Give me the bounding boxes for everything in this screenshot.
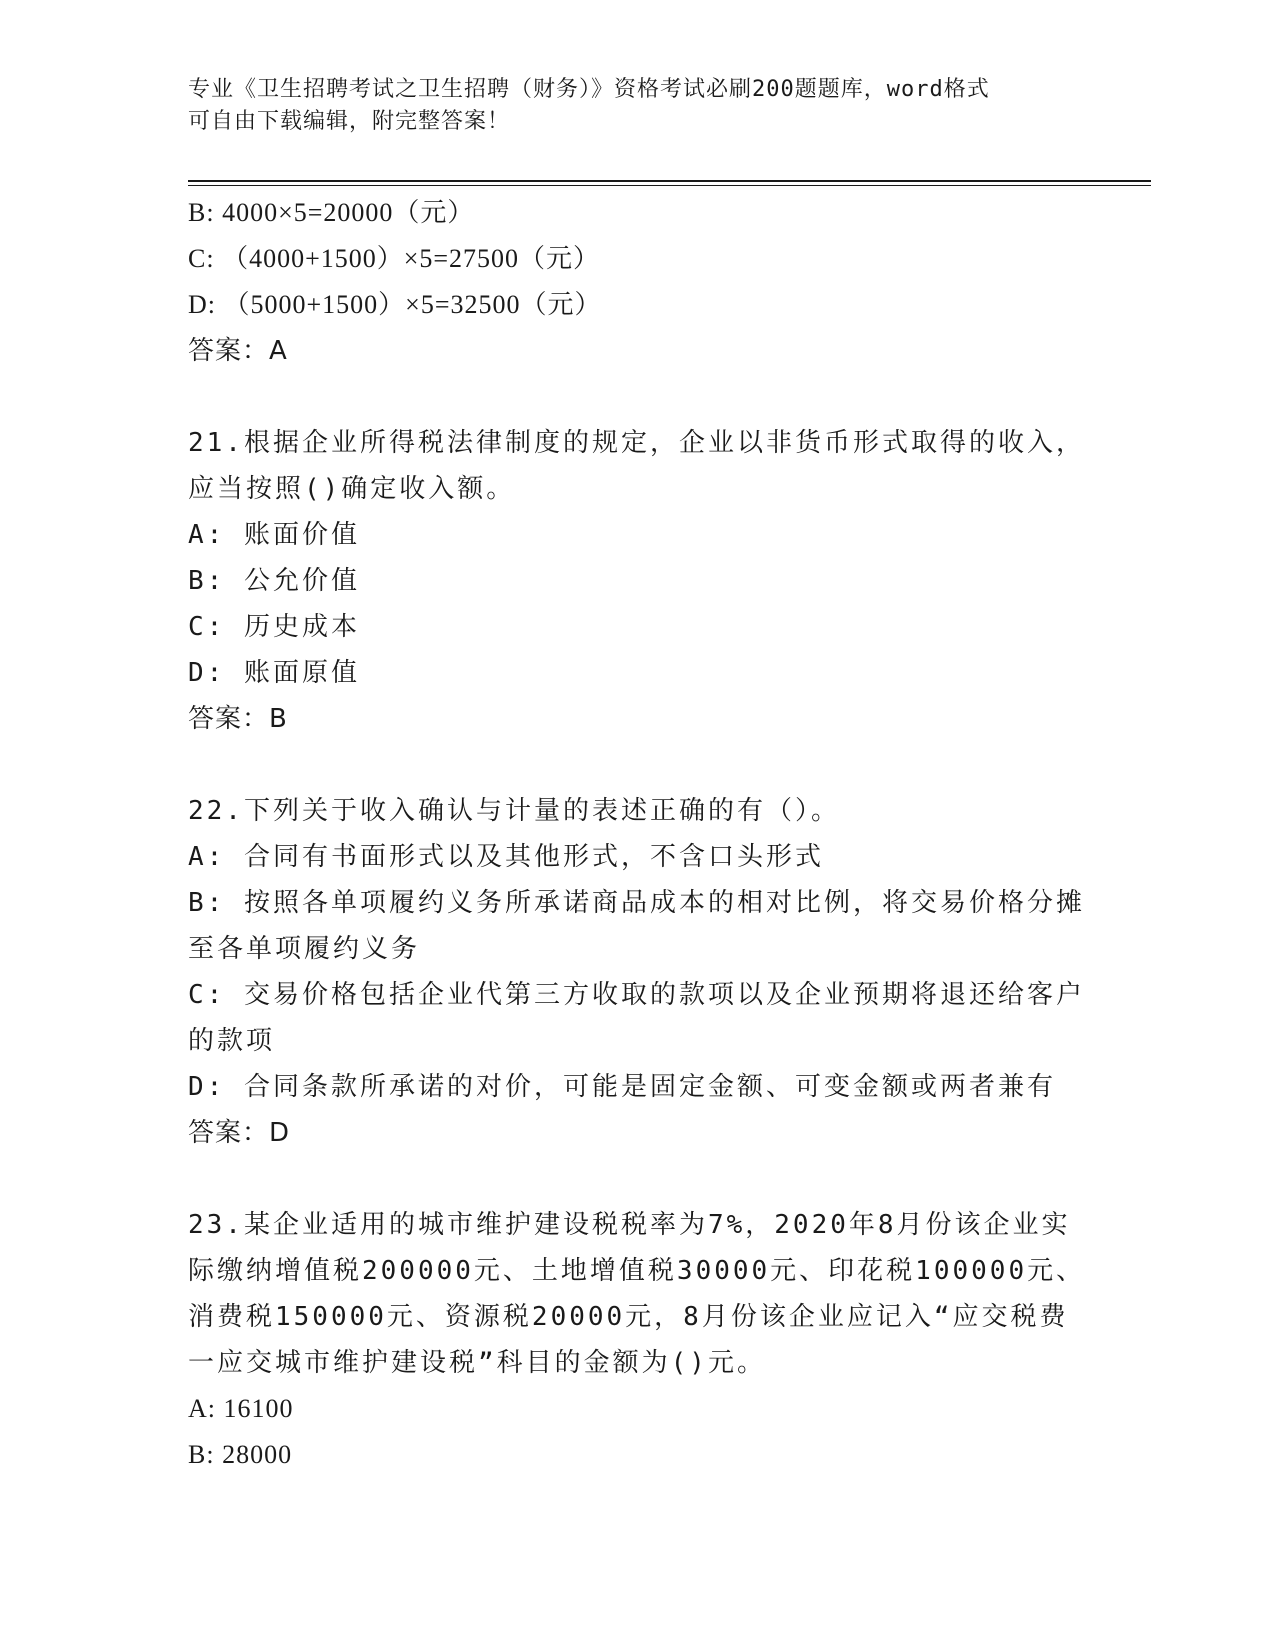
option-a: A: 账面价值 [188, 520, 360, 550]
question-22 [188, 788, 1088, 1156]
option-c: C: 历史成本 [188, 612, 360, 642]
header-line-2: 可自由下载编辑，附完整答案！ [188, 109, 511, 134]
header-divider [188, 180, 1151, 182]
spacer [188, 742, 1088, 788]
option-d: D: （5000+1500）×5=32500（元） [188, 290, 602, 319]
option-d: D: 合同条款所承诺的对价，可能是固定金额、可变金额或两者兼有 [188, 1072, 1056, 1102]
spacer [188, 374, 1088, 420]
option-b-cont: 至各单项履约义务 [188, 934, 421, 964]
header-line-1: 专业《卫生招聘考试之卫生招聘（财务）》资格考试必刷200题题库，word格式 [188, 77, 990, 102]
option-c: C: （4000+1500）×5=27500（元） [188, 244, 601, 273]
question-stem: 21.根据企业所得税法律制度的规定，企业以非货币形式取得的收入， [188, 428, 1085, 458]
answer-label: 答案：A [188, 336, 288, 366]
option-a: A: 16100 [188, 1394, 294, 1423]
header-divider-thin [188, 185, 1151, 186]
question-stem-cont: 消费税150000元、资源税20000元，8月份该企业应记入“应交税费 [188, 1302, 1069, 1332]
option-a: A: 合同有书面形式以及其他形式，不含口头形式 [188, 842, 824, 872]
question-stem: 23.某企业适用的城市维护建设税税率为7%，2020年8月份该企业实 [188, 1210, 1071, 1240]
question-stem-cont: 一应交城市维护建设税”科目的金额为()元。 [188, 1348, 766, 1378]
question-23 [188, 1202, 1088, 1478]
option-b: B: 按照各单项履约义务所承诺商品成本的相对比例，将交易价格分摊 [188, 888, 1085, 918]
option-b: B: 28000 [188, 1440, 293, 1469]
page-header [188, 74, 1068, 138]
question-stem-cont: 际缴纳增值税200000元、土地增值税30000元、印花税100000元、 [188, 1256, 1086, 1286]
answer-label: 答案：D [188, 1118, 291, 1148]
option-b: B: 公允价值 [188, 566, 360, 596]
prev-question-block [188, 190, 1088, 374]
option-c: C: 交易价格包括企业代第三方收取的款项以及企业预期将退还给客户 [188, 980, 1085, 1010]
answer-label: 答案：B [188, 704, 288, 734]
question-content [188, 190, 1088, 1478]
option-c-cont: 的款项 [188, 1026, 276, 1056]
spacer [188, 1156, 1088, 1202]
question-stem-cont: 应当按照()确定收入额。 [188, 474, 516, 504]
question-stem: 22.下列关于收入确认与计量的表述正确的有（）。 [188, 796, 840, 826]
question-21 [188, 420, 1088, 742]
option-b: B: 4000×5=20000（元） [188, 198, 475, 227]
option-d: D: 账面原值 [188, 658, 360, 688]
